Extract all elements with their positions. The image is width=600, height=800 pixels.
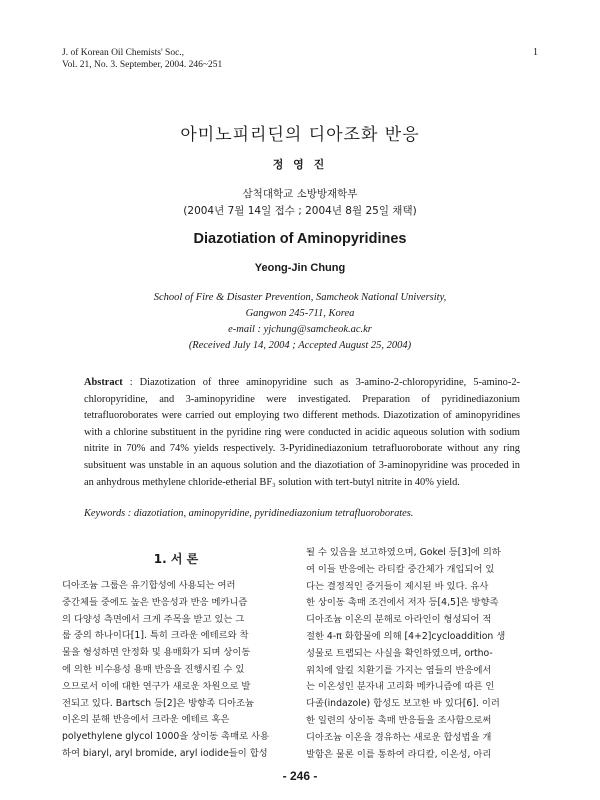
received-dates: (Received July 14, 2004 ; Accepted August 25, 2004) [188,340,412,351]
affiliation-line-2: Gangwon 245-711, Korea [245,308,355,319]
left-column [62,578,296,763]
right-column [306,545,542,763]
body-text-line: 발함은 물론 이를 통하여 라디칼, 이온성, 아리 [306,748,492,760]
section-heading: 1. 서 론 [153,552,199,566]
header-page-number: 1 [533,47,538,58]
body-text-line: 절한 4-π 화합물에 의해 [4+2]cycloaddition 생 [306,630,506,642]
body-text-line: 여 이들 반응에는 라티칼 중간체가 개입되어 있 [306,563,495,575]
body-text-line: 에 의한 비수용성 용매 반응을 진행시킬 수 있 [62,663,245,675]
body-text-line: 으므로서 이에 대한 연구가 새로운 차원으로 발 [62,680,251,692]
body-text-line: 디아조늄 이온의 분해로 아라인이 형성되어 적 [306,614,492,626]
body-text-line: 전되고 있다. Bartsch 등[2]은 방향족 디아조늄 [62,697,255,709]
body-text-line: 는 이온성인 분자내 고리화 메카니즘에 따른 인 [306,681,495,693]
affiliation-line-1: School of Fire & Disaster Prevention, Samcheok National University, [153,292,447,303]
body-text-line: 하여 biaryl, aryl bromide, aryl iodide들이 합성 [62,747,268,759]
body-text-line: 한 일련의 상이동 촉매 반응들을 조사함으로써 [306,714,492,726]
korean-author: 정 영 진 [272,158,328,171]
body-text-line: 다는 결정적인 증거들이 제시된 바 있다. 유사 [306,580,489,592]
footer-page-number: - 246 - [282,769,318,783]
korean-dates: (2004년 7월 14일 접수 ; 2004년 8월 25일 채택) [183,205,417,217]
body-text-line: 물을 형성하면 안정화 및 용매화가 되며 상이동 [62,647,251,659]
english-affiliation-block [0,290,600,354]
body-text-line: 디아조늄 이온을 경유하는 새로운 합성법을 개 [306,731,492,743]
body-text-line: 성물로 트랩되는 사실을 확인하였으며, ortho- [306,647,493,659]
abstract-text: : Diazotization of three aminopyridine such as 3-amino-2-chloropyridine, 5-amino-2-chloropyridine, and 3-aminopyridine were investigated. Preparation of pyridinediazonium tetrafluoroborates were carried out employing two different methods. Diazotization of aminopyridines with a chlorine substituent in the pyridine ring were conducted in acidic aqueous solution with sodium nitrite in 70% and 74% yields respectively. 3-Pyridinediazonium tetrafluoroborate without any ring subsituent was unstable in an aquous solution and the diazotiation of 3-aminopyridine was proceded in an anhydrous methylene chloride-etherial BF₃ solution with tert-butyl nitrite in 40% yield. [84,377,520,488]
korean-title: 아미노피리딘의 디아조화 반응 [180,125,420,145]
journal-volume: Vol. 21, No. 3. September, 2004. 246~251 [62,60,223,70]
abstract-label: Abstract [84,377,123,388]
journal-citation [62,47,222,71]
body-text-line: 이온의 분해 반응에서 크라운 에테르 혹은 [62,714,230,726]
english-title: Diazotiation of Aminopyridines [193,231,407,247]
body-text-line: 의 다양성 측면에서 크게 주목을 받고 있는 그 [62,613,245,625]
body-text-line: polyethylene glycol 1000을 상이동 촉매로 사용 [62,731,269,743]
korean-affiliation: 삼척대학교 소방방재학부 [242,188,358,200]
journal-name: J. of Korean Oil Chemists' Soc., [62,48,185,58]
english-author: Yeong-Jin Chung [254,262,346,274]
body-text-line: 될 수 있음을 보고하였으며, Gokel 등[3]에 의하 [306,547,501,558]
body-text-line: 다졸(indazole) 합성도 보고한 바 있다[6]. 이러 [306,698,500,710]
abstract [84,375,520,491]
keywords: Keywords : diazotiation, aminopyridine, pyridinediazonium tetrafluoroborates. [84,508,414,519]
email-address: e-mail : yjchung@samcheok.ac.kr [228,324,372,335]
body-text-line: 위치에 알킬 치환기를 가지는 염들의 반응에서 [306,664,492,676]
body-text-line: 룹 중의 하나이다[1]. 특히 크라운 에테르와 착 [62,630,249,642]
body-text-line: 디아조늄 그룹은 유기합성에 사용되는 여러 [62,580,236,591]
body-text-line: 한 상이동 촉매 조건에서 저자 등[4,5]은 방향족 [306,597,499,609]
body-text-line: 중간체들 중에도 높은 반응성과 반응 메카니즘 [62,596,248,608]
